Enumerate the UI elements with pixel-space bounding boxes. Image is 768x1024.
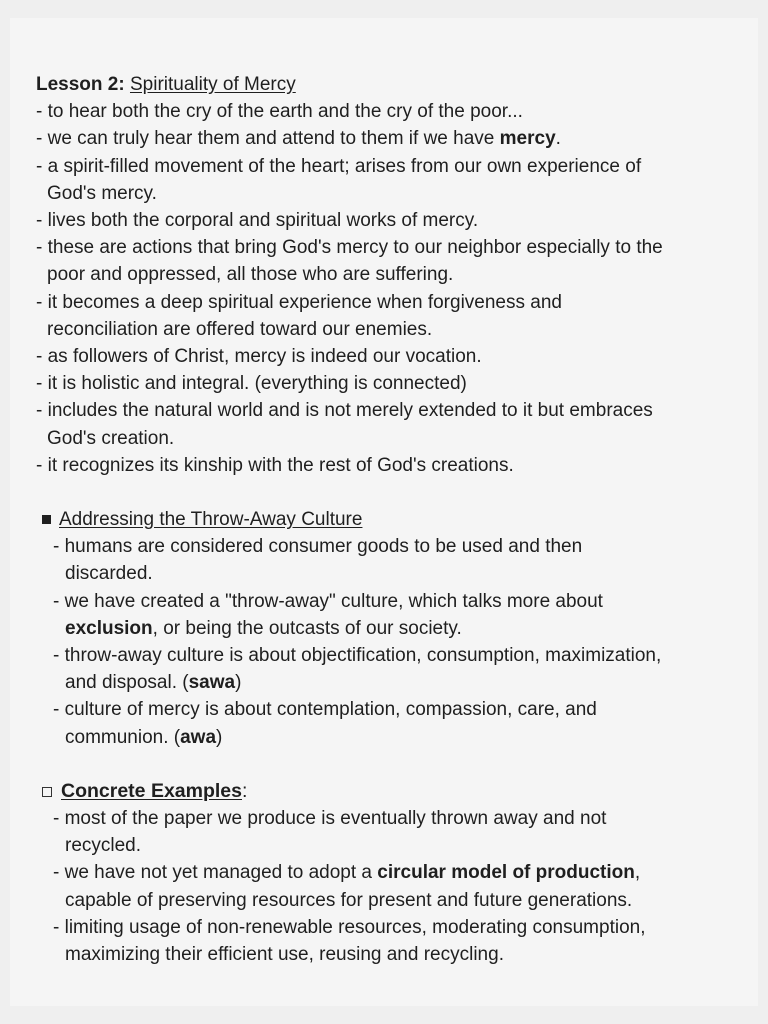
lesson-item: - these are actions that bring God's mercy to our neighbor especially to the [36, 237, 663, 259]
throwaway-item-continued: and disposal. (sawa) [65, 672, 242, 694]
exclusion-keyword: exclusion [65, 617, 153, 639]
spacer [36, 479, 758, 506]
throwaway-heading [36, 506, 758, 533]
throwaway-title: Addressing the Throw-Away Culture [59, 509, 363, 531]
empty-checkbox-bullet-icon [42, 787, 52, 797]
throwaway-item-continued: discarded. [65, 563, 153, 585]
lesson-item: - to hear both the cry of the earth and the cry of the poor... [36, 101, 523, 123]
circular-model-keyword: circular model of production [377, 862, 635, 884]
throwaway-item-continued: communion. (awa) [65, 726, 223, 748]
lesson-label: Lesson 2: [36, 74, 125, 95]
filled-square-bullet-icon [42, 515, 51, 524]
example-item-continued: maximizing their efficient use, reusing and recycling. [65, 944, 504, 966]
example-item: - limiting usage of non-renewable resources, moderating consumption, [53, 916, 646, 938]
lesson-item: - as followers of Christ, mercy is indeed our vocation. [36, 346, 482, 368]
lesson-name: Spirituality of Mercy [129, 74, 296, 95]
throwaway-item: - throw-away culture is about objectification, consumption, maximization, [53, 645, 662, 667]
lesson-item: - we can truly hear them and attend to them if we have mercy. [36, 128, 561, 150]
lesson-item-continued: poor and oppressed, all those who are suffering. [47, 264, 454, 286]
throwaway-item: - humans are considered consumer goods to be used and then [53, 536, 583, 558]
notes-page [10, 18, 758, 1006]
example-item-continued: capable of preserving resources for present and future generations. [65, 889, 633, 911]
throwaway-item: - we have created a "throw-away" culture, which talks more about [53, 590, 603, 612]
lesson-item: - a spirit-filled movement of the heart; arises from our own experience of [36, 155, 642, 177]
lesson-item: - it is holistic and integral. (everything is connected) [36, 373, 467, 395]
awa-keyword: awa [180, 726, 217, 748]
example-item-continued: recycled. [65, 835, 142, 857]
sawa-keyword: sawa [188, 672, 236, 694]
example-item: - most of the paper we produce is eventually thrown away and not [53, 808, 607, 830]
spacer [36, 751, 758, 778]
lesson-item-continued: God's mercy. [47, 182, 157, 204]
notes-content [36, 71, 758, 968]
examples-heading: Concrete Examples: [36, 778, 758, 805]
examples-title: Concrete Examples [61, 779, 242, 802]
lesson-item-continued: reconciliation are offered toward our enemies. [47, 318, 433, 340]
mercy-keyword: mercy [499, 128, 556, 150]
lesson-item: - it becomes a deep spiritual experience when forgiveness and [36, 291, 562, 313]
lesson-item: - includes the natural world and is not merely extended to it but embraces [36, 400, 653, 422]
example-item: - we have not yet managed to adopt a circular model of production, [53, 862, 641, 884]
lesson-item-continued: God's creation. [47, 427, 175, 449]
lesson-title [36, 71, 758, 98]
lesson-item: - lives both the corporal and spiritual works of mercy. [36, 210, 479, 232]
lesson-item: - it recognizes its kinship with the rest of God's creations. [36, 454, 514, 476]
throwaway-item-continued: exclusion, or being the outcasts of our society. [65, 617, 462, 639]
throwaway-item: - culture of mercy is about contemplation, compassion, care, and [53, 699, 597, 721]
